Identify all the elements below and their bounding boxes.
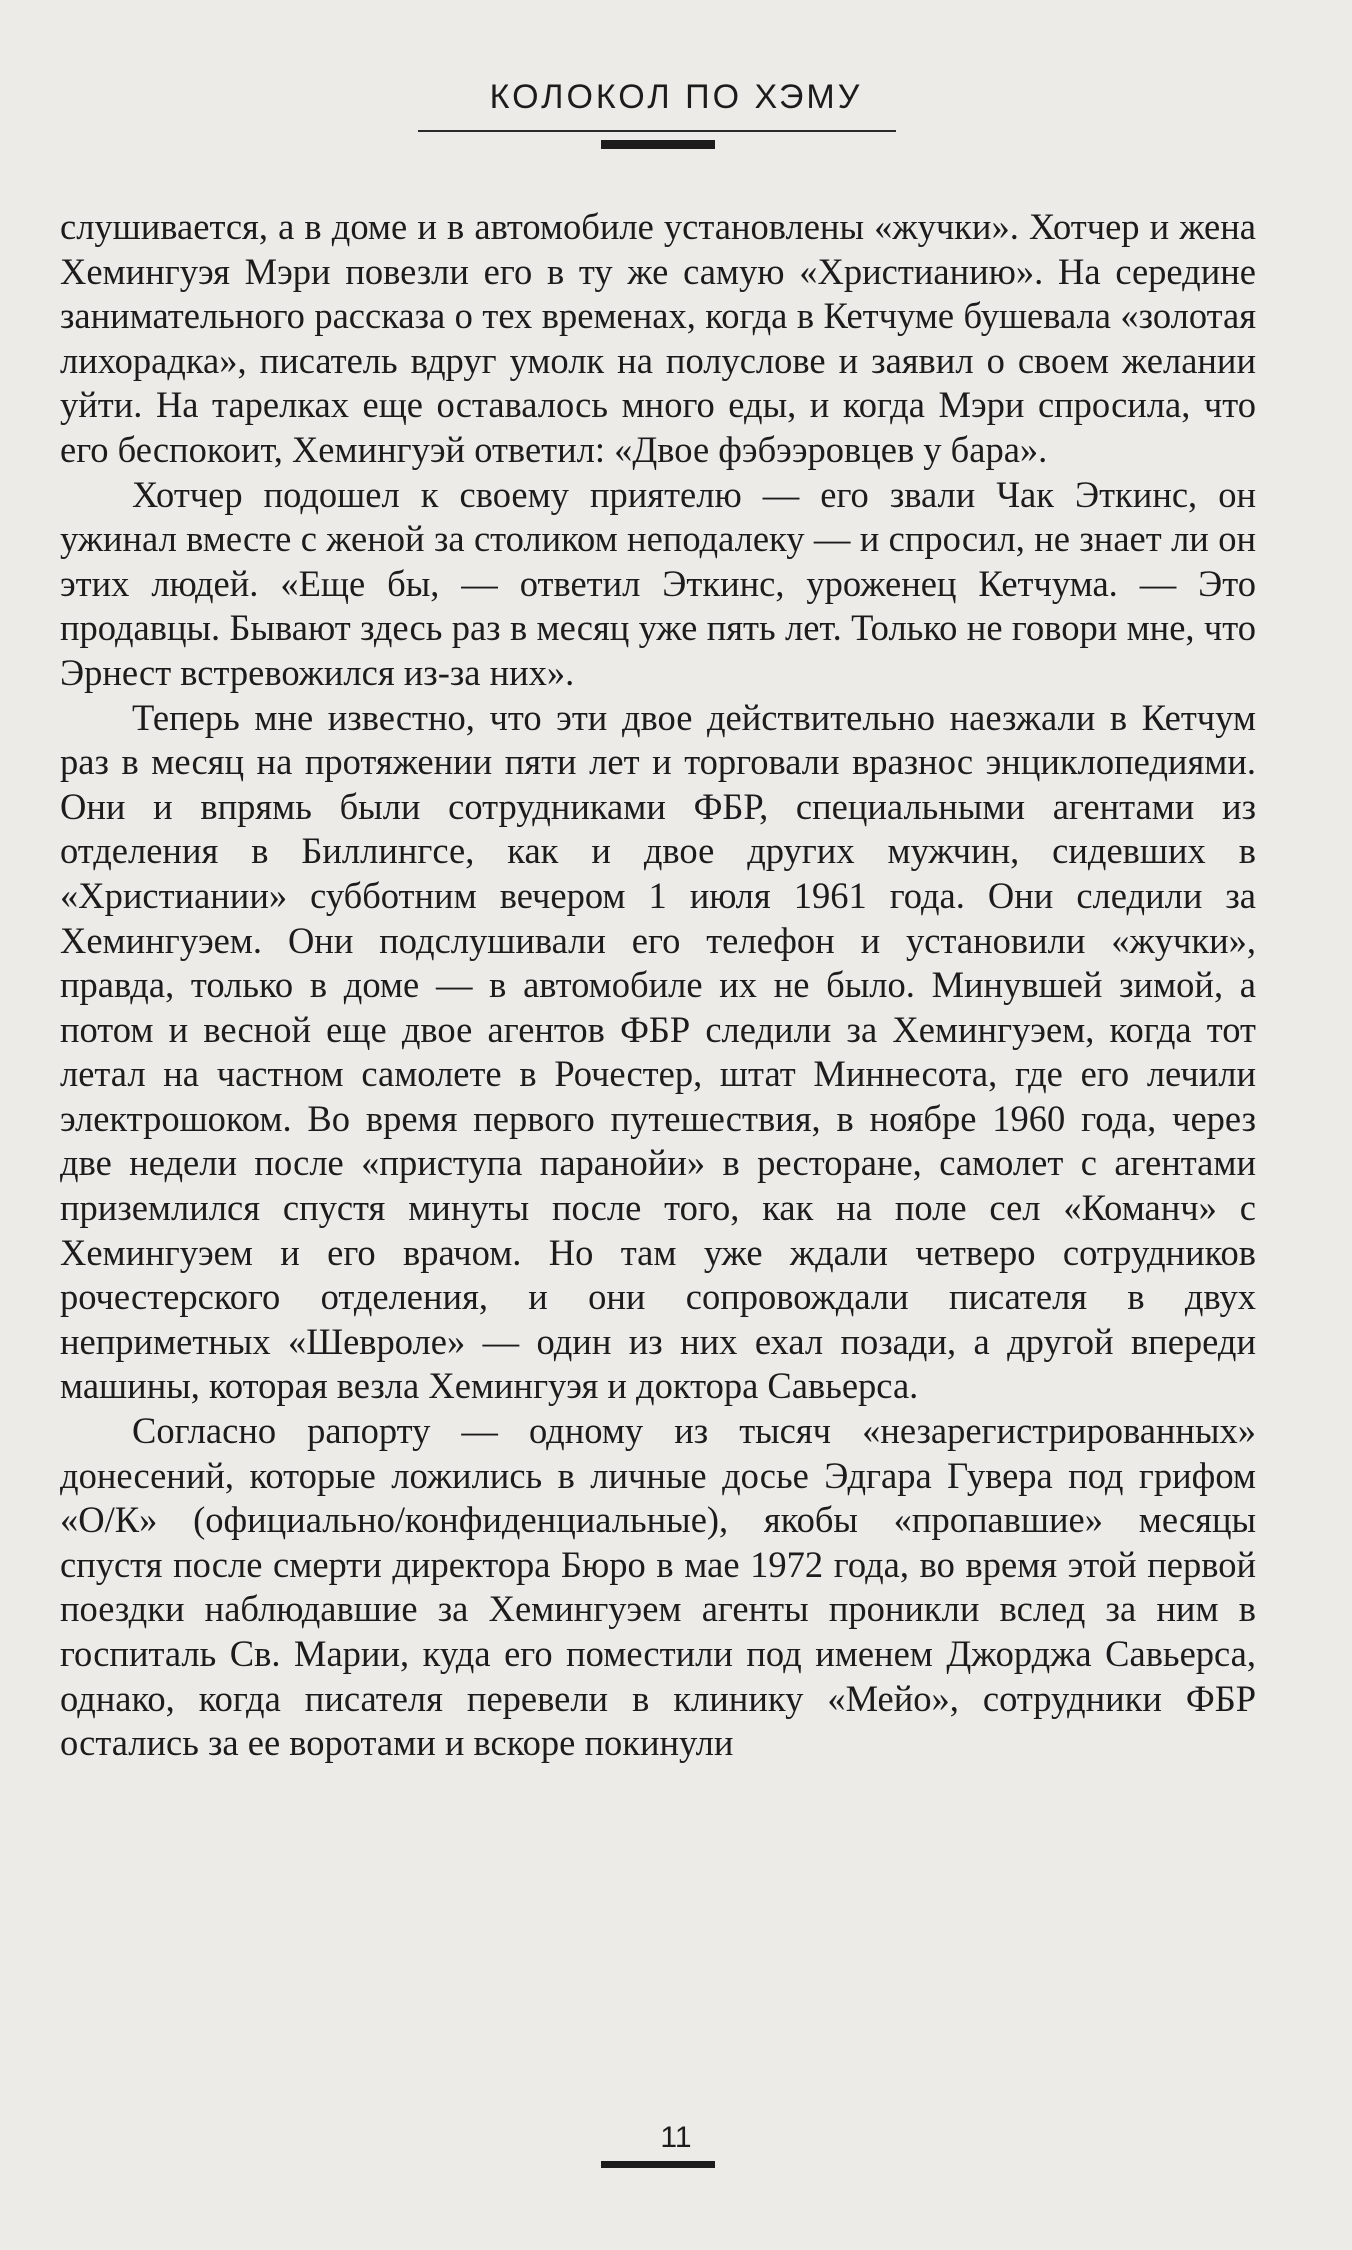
paragraph: Согласно рапорту — одному из тысяч «незарегистрированных» донесений, которые ложились в личные досье Эдгара Гувера под грифом «О/К» (официально/конфиденциальные), якобы «пропавшие» месяцы спустя после смерти директора Бюро в мае 1972 года, во время этой первой поездки наблюдавшие за Хемингуэем агенты проникли вслед за ним в госпиталь Св. Марии, куда его поместили под именем Джорджа Савьерса, однако, когда писателя перевели в клинику «Мейо», сотрудники ФБР остались за ее воротами и вскоре покинули xyxy=(60,1410,1256,1764)
page-number: 11 xyxy=(660,2121,692,2154)
body-text xyxy=(60,205,1256,1766)
paragraph: Хотчер подошел к своему приятелю — его звали Чак Эткинс, он ужинал вместе с женой за столиком неподалеку — и спросил, не знает ли он этих людей. «Еще бы, — ответил Эткинс, уроженец Кетчума. — Это продавцы. Бывают здесь раз в месяц уже пять лет. Только не говори мне, что Эрнест встревожился из-за них». xyxy=(60,473,1256,693)
header-ornament-bar xyxy=(601,140,715,149)
header-rule xyxy=(418,130,896,132)
running-header: КОЛОКОЛ ПО ХЭМУ xyxy=(489,78,863,116)
paragraph-continued: слушивается, а в доме и в автомобиле установлены «жучки». Хотчер и жена Хемингуэя Мэри повезли его в ту же самую «Христианию». На середине занимательного рассказа о тех временах, когда в Кетчуме бушевала «золотая лихорадка», писатель вдруг умолк на полуслове и заявил о своем желании уйти. На тарелках еще оставалось много еды, и когда Мэри спросила, что его беспокоит, Хемингуэй ответил: «Двое фэбээровцев у бара». xyxy=(60,206,1256,470)
paragraph: Теперь мне известно, что эти двое действительно наезжали в Кетчум раз в месяц на протяжении пяти лет и торговали вразнос энциклопедиями. Они и впрямь были сотрудниками ФБР, специальными агентами из отделения в Биллингсе, как и двое других мужчин, сидевших в «Христиании» субботним вечером 1 июля 1961 года. Они следили за Хемингуэем. Они подслушивали его телефон и установили «жучки», правда, только в доме — в автомобиле их не было. Минувшей зимой, а потом и весной еще двое агентов ФБР следили за Хемингуэем, когда тот летал на частном самолете в Рочестер, штат Миннесота, где его лечили электрошоком. Во время первого путешествия, в ноябре 1960 года, через две недели после «приступа паранойи» в ресторане, самолет с агентами приземлился спустя минуты после того, как на поле сел «Команч» с Хемингуэем и его врачом. Но там уже ждали четверо сотрудников рочестерского отделения, и они сопровождали писателя в двух неприметных «Шевроле» — один из них ехал позади, а другой впереди машины, которая везла Хемингуэя и доктора Савьерса. xyxy=(60,696,1256,1407)
footer-ornament-bar xyxy=(601,2161,715,2168)
